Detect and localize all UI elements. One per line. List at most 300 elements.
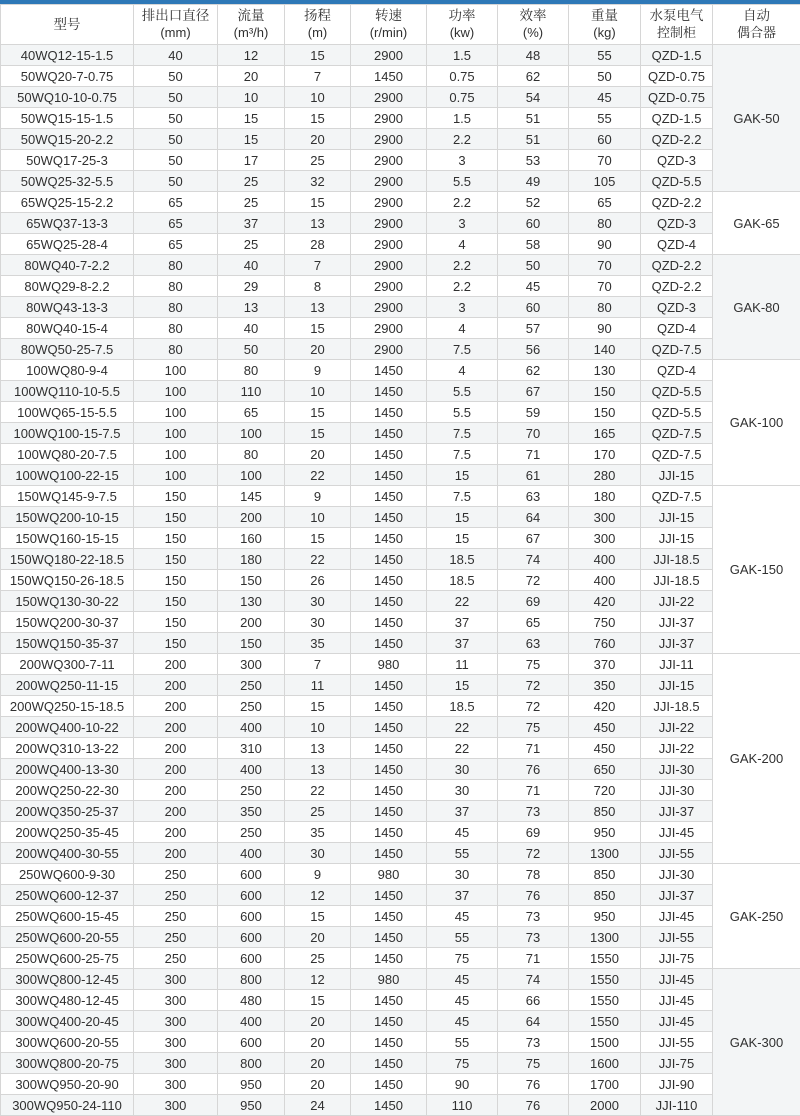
cell-control-cabinet: QZD-0.75	[641, 66, 713, 87]
table-row	[1, 402, 800, 423]
cell-outlet-diameter: 150	[134, 570, 218, 591]
cell-efficiency: 73	[498, 927, 569, 948]
column-header-weight	[569, 5, 641, 45]
cell-outlet-diameter: 150	[134, 528, 218, 549]
cell-weight: 1300	[569, 927, 641, 948]
cell-power: 37	[427, 612, 498, 633]
cell-efficiency: 48	[498, 45, 569, 66]
cell-flow: 25	[218, 234, 285, 255]
cell-control-cabinet: JJI-45	[641, 906, 713, 927]
cell-weight: 420	[569, 696, 641, 717]
cell-weight: 1550	[569, 1011, 641, 1032]
cell-flow: 250	[218, 675, 285, 696]
cell-flow: 950	[218, 1074, 285, 1095]
cell-model: 250WQ600-25-75	[1, 948, 134, 969]
cell-flow: 12	[218, 45, 285, 66]
cell-control-cabinet: QZD-5.5	[641, 171, 713, 192]
cell-speed: 1450	[351, 1053, 427, 1074]
cell-speed: 2900	[351, 318, 427, 339]
cell-head: 9	[285, 360, 351, 381]
cell-speed: 2900	[351, 339, 427, 360]
cell-speed: 1450	[351, 759, 427, 780]
table-row	[1, 108, 800, 129]
table-row	[1, 192, 800, 213]
cell-model: 50WQ15-20-2.2	[1, 129, 134, 150]
cell-outlet-diameter: 200	[134, 738, 218, 759]
cell-efficiency: 57	[498, 318, 569, 339]
table-row	[1, 654, 800, 675]
cell-head: 7	[285, 654, 351, 675]
cell-control-cabinet: QZD-2.2	[641, 192, 713, 213]
column-label: 功率	[448, 8, 476, 24]
cell-weight: 1300	[569, 843, 641, 864]
cell-outlet-diameter: 300	[134, 1095, 218, 1116]
cell-speed: 1450	[351, 591, 427, 612]
cell-outlet-diameter: 100	[134, 381, 218, 402]
cell-efficiency: 73	[498, 801, 569, 822]
cell-model: 200WQ250-22-30	[1, 780, 134, 801]
cell-control-cabinet: JJI-45	[641, 1011, 713, 1032]
cell-head: 15	[285, 990, 351, 1011]
cell-head: 25	[285, 948, 351, 969]
cell-outlet-diameter: 50	[134, 87, 218, 108]
cell-power: 1.5	[427, 45, 498, 66]
cell-power: 1.5	[427, 108, 498, 129]
cell-speed: 1450	[351, 738, 427, 759]
cell-efficiency: 72	[498, 675, 569, 696]
table-row	[1, 843, 800, 864]
cell-weight: 450	[569, 738, 641, 759]
cell-power: 5.5	[427, 402, 498, 423]
cell-speed: 1450	[351, 885, 427, 906]
cell-model: 100WQ110-10-5.5	[1, 381, 134, 402]
cell-weight: 180	[569, 486, 641, 507]
cell-control-cabinet: JJI-55	[641, 927, 713, 948]
coupler-group-cell: GAK-100	[713, 360, 800, 486]
cell-weight: 750	[569, 612, 641, 633]
cell-outlet-diameter: 80	[134, 297, 218, 318]
cell-head: 20	[285, 1011, 351, 1032]
cell-model: 200WQ350-25-37	[1, 801, 134, 822]
column-label: 转速	[375, 8, 402, 24]
cell-efficiency: 53	[498, 150, 569, 171]
cell-power: 90	[427, 1074, 498, 1095]
cell-flow: 400	[218, 1011, 285, 1032]
cell-head: 15	[285, 108, 351, 129]
cell-control-cabinet: JJI-37	[641, 633, 713, 654]
cell-outlet-diameter: 200	[134, 843, 218, 864]
cell-model: 300WQ800-12-45	[1, 969, 134, 990]
cell-flow: 150	[218, 570, 285, 591]
column-header-power	[427, 5, 498, 45]
cell-efficiency: 64	[498, 507, 569, 528]
cell-power: 15	[427, 507, 498, 528]
cell-power: 15	[427, 528, 498, 549]
cell-head: 20	[285, 444, 351, 465]
cell-power: 18.5	[427, 570, 498, 591]
cell-control-cabinet: JJI-37	[641, 801, 713, 822]
cell-head: 13	[285, 759, 351, 780]
cell-flow: 10	[218, 87, 285, 108]
cell-flow: 600	[218, 927, 285, 948]
cell-outlet-diameter: 200	[134, 822, 218, 843]
coupler-group-cell: GAK-300	[713, 969, 800, 1116]
table-row	[1, 423, 800, 444]
cell-speed: 1450	[351, 948, 427, 969]
cell-outlet-diameter: 150	[134, 612, 218, 633]
cell-outlet-diameter: 150	[134, 591, 218, 612]
column-unit: (m)	[307, 24, 328, 40]
cell-flow: 160	[218, 528, 285, 549]
cell-control-cabinet: QZD-2.2	[641, 255, 713, 276]
cell-weight: 950	[569, 822, 641, 843]
cell-flow: 600	[218, 864, 285, 885]
cell-efficiency: 76	[498, 1095, 569, 1116]
cell-power: 5.5	[427, 381, 498, 402]
cell-outlet-diameter: 65	[134, 192, 218, 213]
cell-control-cabinet: QZD-5.5	[641, 381, 713, 402]
cell-outlet-diameter: 100	[134, 444, 218, 465]
cell-power: 5.5	[427, 171, 498, 192]
cell-head: 30	[285, 591, 351, 612]
cell-weight: 850	[569, 864, 641, 885]
cell-head: 12	[285, 885, 351, 906]
cell-head: 7	[285, 255, 351, 276]
cell-head: 26	[285, 570, 351, 591]
cell-flow: 15	[218, 108, 285, 129]
cell-speed: 1450	[351, 906, 427, 927]
cell-weight: 55	[569, 45, 641, 66]
cell-model: 100WQ65-15-5.5	[1, 402, 134, 423]
cell-weight: 280	[569, 465, 641, 486]
cell-weight: 1550	[569, 969, 641, 990]
cell-control-cabinet: JJI-75	[641, 948, 713, 969]
column-header-control-cabinet	[641, 5, 713, 45]
table-row	[1, 1095, 800, 1116]
cell-weight: 50	[569, 66, 641, 87]
cell-flow: 100	[218, 423, 285, 444]
cell-flow: 13	[218, 297, 285, 318]
cell-power: 45	[427, 906, 498, 927]
cell-efficiency: 76	[498, 1074, 569, 1095]
cell-head: 20	[285, 339, 351, 360]
column-header-efficiency	[498, 5, 569, 45]
cell-power: 110	[427, 1095, 498, 1116]
cell-flow: 600	[218, 1032, 285, 1053]
cell-model: 150WQ130-30-22	[1, 591, 134, 612]
cell-speed: 1450	[351, 465, 427, 486]
cell-weight: 950	[569, 906, 641, 927]
column-unit: (kw)	[449, 24, 475, 40]
cell-control-cabinet: JJI-18.5	[641, 570, 713, 591]
cell-outlet-diameter: 200	[134, 759, 218, 780]
header-row	[1, 5, 800, 45]
table-row	[1, 948, 800, 969]
table-row	[1, 738, 800, 759]
cell-head: 8	[285, 276, 351, 297]
cell-outlet-diameter: 300	[134, 990, 218, 1011]
cell-power: 18.5	[427, 696, 498, 717]
cell-outlet-diameter: 200	[134, 717, 218, 738]
cell-head: 30	[285, 612, 351, 633]
cell-head: 15	[285, 906, 351, 927]
cell-flow: 29	[218, 276, 285, 297]
cell-head: 20	[285, 1074, 351, 1095]
table-row	[1, 801, 800, 822]
cell-power: 7.5	[427, 444, 498, 465]
cell-speed: 2900	[351, 213, 427, 234]
cell-power: 3	[427, 213, 498, 234]
table-row	[1, 780, 800, 801]
cell-weight: 55	[569, 108, 641, 129]
cell-power: 18.5	[427, 549, 498, 570]
cell-efficiency: 51	[498, 129, 569, 150]
cell-head: 22	[285, 780, 351, 801]
table-row	[1, 906, 800, 927]
cell-efficiency: 72	[498, 843, 569, 864]
cell-flow: 80	[218, 444, 285, 465]
cell-weight: 450	[569, 717, 641, 738]
table-row	[1, 381, 800, 402]
cell-speed: 980	[351, 654, 427, 675]
cell-weight: 1600	[569, 1053, 641, 1074]
cell-speed: 1450	[351, 612, 427, 633]
cell-efficiency: 45	[498, 276, 569, 297]
cell-speed: 2900	[351, 108, 427, 129]
cell-outlet-diameter: 150	[134, 549, 218, 570]
cell-flow: 350	[218, 801, 285, 822]
cell-efficiency: 76	[498, 759, 569, 780]
cell-head: 35	[285, 633, 351, 654]
table-row	[1, 1053, 800, 1074]
cell-efficiency: 64	[498, 1011, 569, 1032]
cell-speed: 1450	[351, 696, 427, 717]
cell-flow: 80	[218, 360, 285, 381]
column-header-coupler	[713, 5, 800, 45]
cell-control-cabinet: JJI-30	[641, 780, 713, 801]
cell-control-cabinet: QZD-7.5	[641, 444, 713, 465]
cell-head: 15	[285, 192, 351, 213]
column-unit: (m³/h)	[233, 24, 269, 40]
cell-weight: 720	[569, 780, 641, 801]
cell-speed: 1450	[351, 843, 427, 864]
cell-flow: 800	[218, 1053, 285, 1074]
cell-weight: 70	[569, 150, 641, 171]
cell-power: 45	[427, 990, 498, 1011]
cell-weight: 90	[569, 318, 641, 339]
cell-flow: 480	[218, 990, 285, 1011]
cell-outlet-diameter: 300	[134, 1011, 218, 1032]
cell-head: 15	[285, 45, 351, 66]
cell-outlet-diameter: 300	[134, 969, 218, 990]
cell-control-cabinet: JJI-22	[641, 738, 713, 759]
table-row	[1, 486, 800, 507]
cell-model: 50WQ20-7-0.75	[1, 66, 134, 87]
cell-power: 45	[427, 822, 498, 843]
cell-flow: 130	[218, 591, 285, 612]
cell-speed: 1450	[351, 927, 427, 948]
cell-power: 4	[427, 318, 498, 339]
cell-model: 300WQ480-12-45	[1, 990, 134, 1011]
cell-speed: 1450	[351, 780, 427, 801]
column-unit: (kg)	[593, 24, 616, 40]
cell-head: 20	[285, 1053, 351, 1074]
cell-speed: 1450	[351, 360, 427, 381]
cell-model: 200WQ400-30-55	[1, 843, 134, 864]
cell-control-cabinet: QZD-2.2	[641, 276, 713, 297]
table-row	[1, 276, 800, 297]
cell-power: 37	[427, 801, 498, 822]
cell-control-cabinet: QZD-4	[641, 234, 713, 255]
cell-head: 10	[285, 507, 351, 528]
table-row	[1, 318, 800, 339]
cell-efficiency: 54	[498, 87, 569, 108]
table-header	[1, 5, 800, 45]
cell-outlet-diameter: 200	[134, 654, 218, 675]
cell-flow: 400	[218, 717, 285, 738]
cell-model: 250WQ600-9-30	[1, 864, 134, 885]
coupler-group-cell: GAK-250	[713, 864, 800, 969]
table-row	[1, 171, 800, 192]
cell-outlet-diameter: 200	[134, 675, 218, 696]
cell-weight: 65	[569, 192, 641, 213]
coupler-group-cell: GAK-150	[713, 486, 800, 654]
cell-efficiency: 67	[498, 528, 569, 549]
cell-outlet-diameter: 65	[134, 234, 218, 255]
cell-model: 150WQ180-22-18.5	[1, 549, 134, 570]
cell-flow: 40	[218, 318, 285, 339]
cell-flow: 950	[218, 1095, 285, 1116]
cell-control-cabinet: JJI-22	[641, 717, 713, 738]
cell-outlet-diameter: 300	[134, 1053, 218, 1074]
cell-control-cabinet: JJI-30	[641, 864, 713, 885]
cell-efficiency: 74	[498, 549, 569, 570]
cell-outlet-diameter: 250	[134, 864, 218, 885]
cell-control-cabinet: QZD-3	[641, 297, 713, 318]
cell-efficiency: 73	[498, 1032, 569, 1053]
cell-speed: 1450	[351, 1011, 427, 1032]
cell-outlet-diameter: 300	[134, 1074, 218, 1095]
cell-outlet-diameter: 50	[134, 66, 218, 87]
cell-efficiency: 75	[498, 717, 569, 738]
cell-efficiency: 59	[498, 402, 569, 423]
cell-flow: 250	[218, 696, 285, 717]
cell-power: 55	[427, 843, 498, 864]
cell-speed: 1450	[351, 822, 427, 843]
cell-flow: 17	[218, 150, 285, 171]
cell-control-cabinet: QZD-1.5	[641, 45, 713, 66]
cell-weight: 2000	[569, 1095, 641, 1116]
table-row	[1, 1032, 800, 1053]
cell-weight: 350	[569, 675, 641, 696]
cell-control-cabinet: QZD-4	[641, 360, 713, 381]
cell-model: 300WQ600-20-55	[1, 1032, 134, 1053]
cell-speed: 1450	[351, 990, 427, 1011]
cell-power: 75	[427, 1053, 498, 1074]
column-label: 扬程	[304, 8, 331, 24]
cell-speed: 2900	[351, 297, 427, 318]
cell-model: 80WQ43-13-3	[1, 297, 134, 318]
cell-efficiency: 52	[498, 192, 569, 213]
cell-power: 37	[427, 633, 498, 654]
cell-speed: 1450	[351, 66, 427, 87]
cell-weight: 165	[569, 423, 641, 444]
column-label: 水泵电气	[649, 8, 704, 24]
cell-head: 12	[285, 969, 351, 990]
cell-head: 10	[285, 87, 351, 108]
cell-model: 200WQ400-10-22	[1, 717, 134, 738]
cell-outlet-diameter: 250	[134, 906, 218, 927]
table-row	[1, 360, 800, 381]
table-row	[1, 675, 800, 696]
table-row	[1, 549, 800, 570]
cell-power: 2.2	[427, 276, 498, 297]
cell-speed: 2900	[351, 129, 427, 150]
cell-power: 11	[427, 654, 498, 675]
cell-outlet-diameter: 40	[134, 45, 218, 66]
cell-head: 20	[285, 129, 351, 150]
cell-control-cabinet: JJI-55	[641, 843, 713, 864]
table-body	[1, 45, 800, 1116]
cell-model: 200WQ300-7-11	[1, 654, 134, 675]
cell-speed: 980	[351, 969, 427, 990]
cell-control-cabinet: QZD-7.5	[641, 423, 713, 444]
cell-efficiency: 58	[498, 234, 569, 255]
cell-speed: 2900	[351, 276, 427, 297]
cell-control-cabinet: JJI-15	[641, 528, 713, 549]
cell-power: 22	[427, 738, 498, 759]
cell-head: 10	[285, 717, 351, 738]
cell-power: 4	[427, 234, 498, 255]
cell-speed: 2900	[351, 87, 427, 108]
cell-power: 55	[427, 927, 498, 948]
cell-head: 20	[285, 927, 351, 948]
cell-head: 32	[285, 171, 351, 192]
cell-control-cabinet: JJI-110	[641, 1095, 713, 1116]
cell-control-cabinet: JJI-15	[641, 465, 713, 486]
cell-flow: 310	[218, 738, 285, 759]
cell-power: 37	[427, 885, 498, 906]
cell-head: 28	[285, 234, 351, 255]
table-row	[1, 1011, 800, 1032]
table-row	[1, 150, 800, 171]
cell-control-cabinet: JJI-75	[641, 1053, 713, 1074]
table-row	[1, 696, 800, 717]
cell-control-cabinet: QZD-4	[641, 318, 713, 339]
cell-outlet-diameter: 50	[134, 150, 218, 171]
cell-speed: 1450	[351, 507, 427, 528]
cell-head: 22	[285, 549, 351, 570]
column-label: 效率	[519, 8, 547, 24]
cell-head: 13	[285, 213, 351, 234]
table-row	[1, 570, 800, 591]
cell-speed: 1450	[351, 402, 427, 423]
cell-weight: 850	[569, 885, 641, 906]
cell-control-cabinet: QZD-7.5	[641, 486, 713, 507]
cell-power: 45	[427, 1011, 498, 1032]
cell-head: 15	[285, 402, 351, 423]
cell-model: 80WQ40-15-4	[1, 318, 134, 339]
cell-efficiency: 49	[498, 171, 569, 192]
cell-outlet-diameter: 200	[134, 780, 218, 801]
cell-control-cabinet: QZD-3	[641, 213, 713, 234]
table-row	[1, 969, 800, 990]
table-row	[1, 822, 800, 843]
cell-weight: 150	[569, 381, 641, 402]
cell-efficiency: 70	[498, 423, 569, 444]
table-row	[1, 66, 800, 87]
cell-control-cabinet: JJI-15	[641, 675, 713, 696]
